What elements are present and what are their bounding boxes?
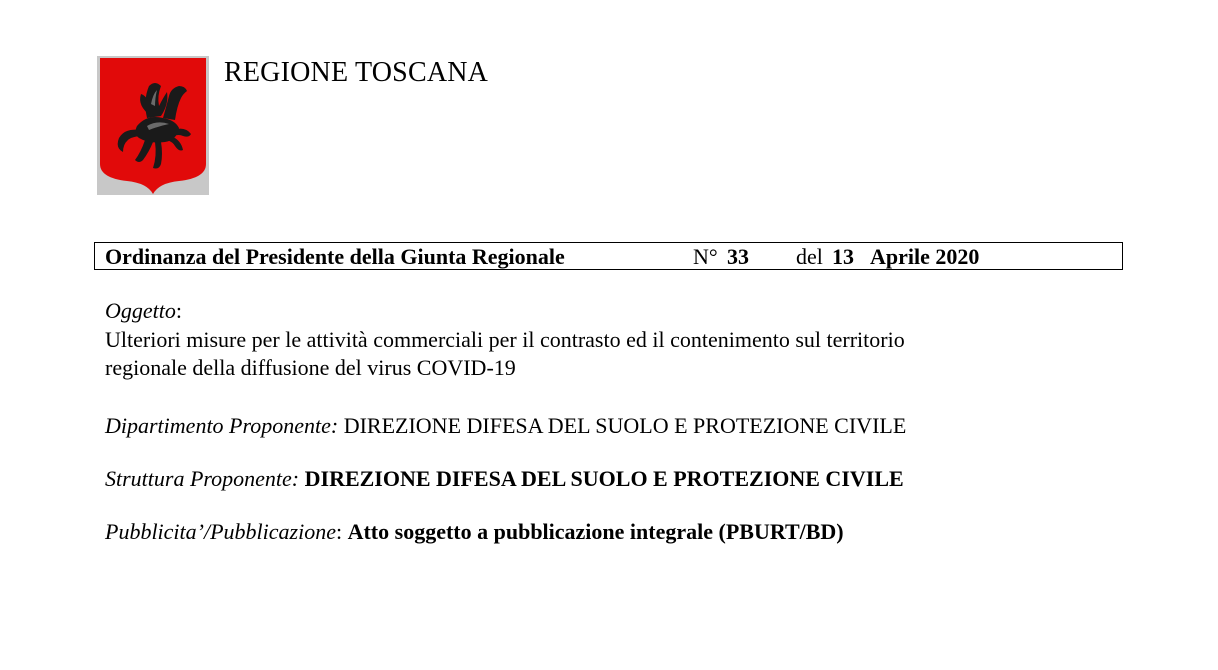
publication-colon: : [335, 519, 343, 544]
pegasus-shield-icon [97, 56, 209, 195]
subject-label: Oggetto [105, 298, 176, 323]
region-name: REGIONE TOSCANA [224, 57, 489, 88]
ordinance-date-prefix: del [796, 244, 823, 269]
department-label: Dipartimento Proponente: [105, 413, 339, 438]
ordinance-header-box [94, 242, 1123, 270]
structure-value: DIREZIONE DIFESA DEL SUOLO E PROTEZIONE CIVILE [304, 466, 904, 491]
department-value: DIREZIONE DIFESA DEL SUOLO E PROTEZIONE CIVILE [343, 413, 907, 438]
ordinance-number-prefix: N° [693, 244, 718, 269]
ordinance-day: 13 [832, 244, 854, 269]
subject-heading [105, 297, 182, 325]
subject-colon: : [175, 298, 183, 323]
department-row [105, 412, 906, 440]
structure-row [105, 465, 904, 493]
structure-label: Struttura Proponente: [105, 466, 300, 491]
ordinance-month-year: Aprile 2020 [870, 244, 980, 269]
ordinance-title: Ordinanza del Presidente della Giunta Regionale [105, 244, 565, 269]
publication-label: Pubblicita’/Pubblicazione [105, 519, 336, 544]
publication-row [105, 518, 844, 546]
subject-line-1: Ulteriori misure per le attività commerciali per il contrasto ed il contenimento sul territorio [105, 327, 905, 352]
subject-line-2: regionale della diffusione del virus COVID-19 [105, 355, 516, 380]
ordinance-number: 33 [727, 244, 749, 269]
publication-value: Atto soggetto a pubblicazione integrale (PBURT/BD) [347, 519, 844, 544]
